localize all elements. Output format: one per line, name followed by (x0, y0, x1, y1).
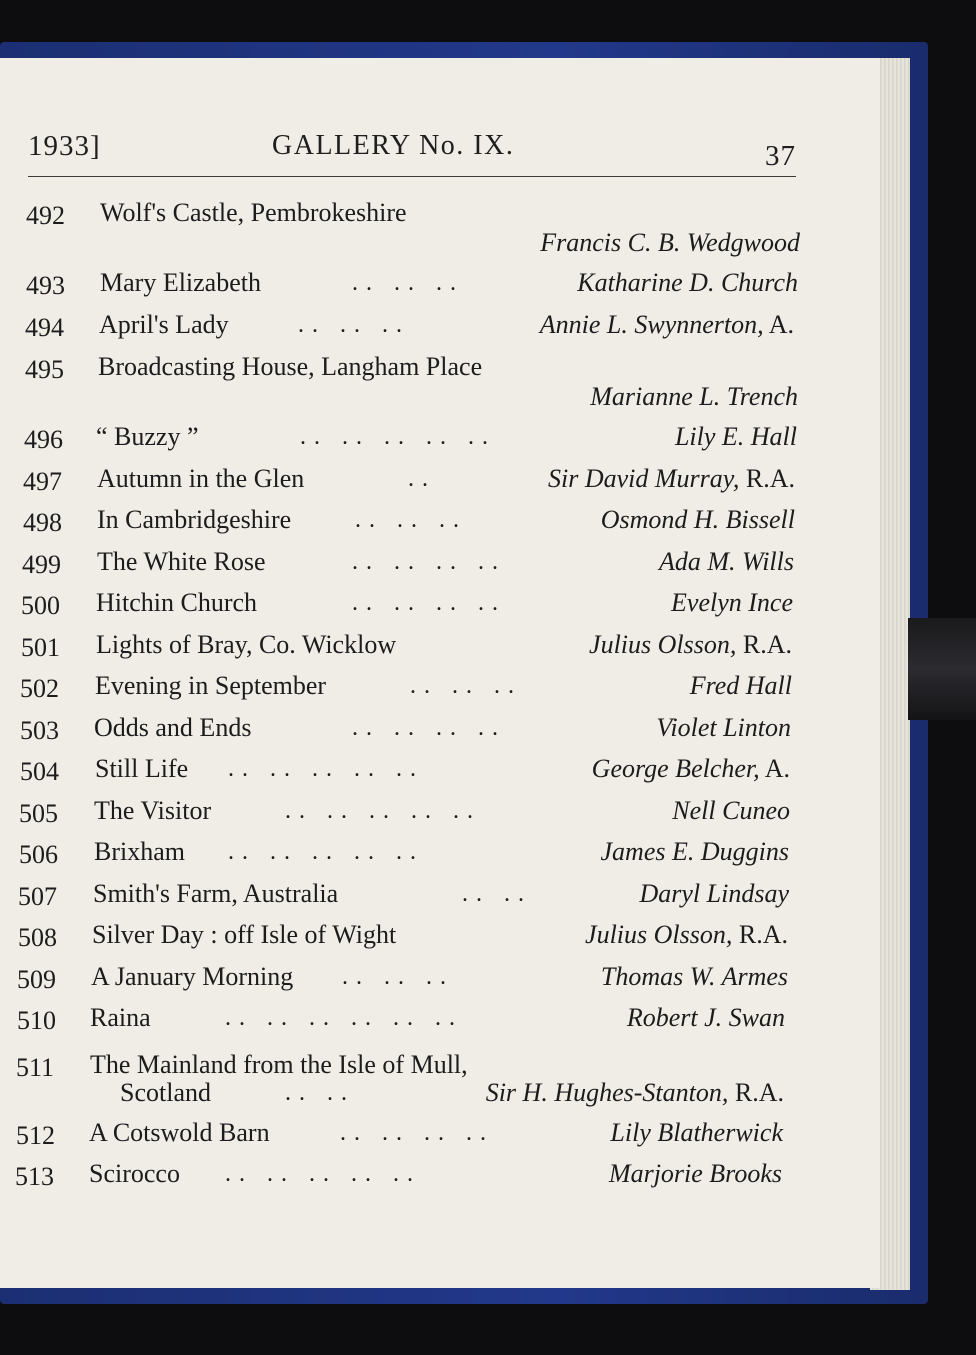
catalogue-entry (0, 198, 880, 257)
entry-title: In Cambridgeshire (97, 505, 292, 534)
entry-artist (601, 505, 795, 535)
entry-title: Wolf's Castle, Pembrokeshire (100, 198, 407, 227)
artist-name: George Belcher, (591, 754, 760, 783)
artist-name: Thomas W. Armes (600, 962, 788, 991)
entry-title: Hitchin Church (96, 588, 258, 617)
entry-title: Broadcasting House, Langham Place (98, 352, 483, 381)
entry-number: 497 (23, 467, 62, 496)
entry-artist (609, 1159, 782, 1189)
entry-number: 506 (19, 840, 58, 869)
leader-dots: . . . . . . . . (352, 590, 499, 616)
entry-title: Lights of Bray, Co. Wicklow (96, 630, 397, 659)
entry-number: 496 (24, 425, 63, 454)
artist-honour: A. (763, 310, 794, 339)
entry-artist (589, 630, 792, 660)
artist-name: Nell Cuneo (672, 796, 790, 825)
entry-number: 512 (16, 1121, 55, 1150)
artist-name: Julius Olsson, (589, 630, 737, 659)
catalogue-entry (0, 464, 880, 504)
artist-name: Daryl Lindsay (639, 879, 789, 908)
catalogue-entry (0, 268, 880, 308)
entry-number: 494 (25, 313, 64, 342)
entry-title: A Cotswold Barn (89, 1118, 270, 1147)
entry-number: 507 (18, 882, 57, 911)
entry-artist (671, 588, 793, 618)
page-header (0, 58, 880, 188)
catalogue-entry (0, 713, 880, 753)
catalogue-entry (0, 962, 880, 1002)
catalogue-entry (0, 1118, 880, 1158)
leader-dots: . . . . . . . . . . (300, 424, 489, 450)
catalogue-entry (0, 671, 880, 711)
catalogue-entry (0, 352, 880, 411)
entry-title-continued: Scotland (120, 1078, 211, 1107)
entry-number: 500 (21, 591, 60, 620)
artist-honour: R.A. (736, 630, 792, 659)
entry-artist (659, 547, 794, 577)
entry-title: Silver Day : off Isle of Wight (92, 920, 397, 949)
catalogue-entry (0, 547, 880, 587)
entry-title: Still Life (95, 754, 189, 783)
artist-name: Ada M. Wills (658, 547, 794, 576)
entry-artist (640, 879, 790, 909)
entry-title: A January Morning (91, 962, 294, 991)
entry-artist (486, 1078, 784, 1108)
artist-name: Marjorie Brooks (608, 1159, 782, 1188)
entry-number: 502 (20, 674, 59, 703)
artist-name: Sir H. Hughes-Stanton, (485, 1078, 729, 1107)
entry-title: Mary Elizabeth (100, 268, 261, 297)
entry-artist (540, 310, 794, 340)
leader-dots: . . . . . . (342, 964, 447, 990)
entry-number: 492 (26, 201, 65, 230)
entry-artist (548, 464, 795, 494)
artist-name: Francis C. B. Wedgwood (540, 228, 800, 257)
entry-title: Raina (90, 1003, 151, 1032)
gallery-title: GALLERY No. IX. (272, 130, 515, 161)
artist-name: Julius Olsson, (585, 920, 733, 949)
entry-title: Odds and Ends (94, 713, 252, 742)
entry-number: 513 (15, 1162, 54, 1191)
entry-artist (601, 962, 788, 992)
artist-name: Osmond H. Bissell (600, 505, 795, 534)
artist-name: Marianne L. Trench (590, 382, 798, 411)
entry-number: 498 (23, 508, 62, 537)
entry-number: 495 (25, 355, 64, 384)
entry-artist (610, 1118, 783, 1148)
catalogue-entry (0, 505, 880, 545)
leader-dots: . . . . . . . . (340, 1120, 487, 1146)
entry-number: 508 (18, 923, 57, 952)
entry-artist (675, 422, 797, 452)
entry-title: The Mainland from the Isle of Mull, (90, 1050, 468, 1079)
leader-dots: . . . . . . . . . . (285, 798, 474, 824)
catalogue-page (0, 58, 880, 1288)
entry-artist (590, 382, 798, 412)
header-year: 1933] (28, 130, 101, 162)
page-number: 37 (765, 140, 796, 172)
entry-number: 501 (21, 633, 60, 662)
entry-number: 504 (20, 757, 59, 786)
leader-dots: . . . . . . . . (352, 715, 499, 741)
catalogue-entry (0, 879, 880, 919)
entry-number: 505 (19, 799, 58, 828)
catalogue-entry (0, 1003, 880, 1043)
catalogue-entry (0, 754, 880, 794)
catalogue-entry (0, 1050, 880, 1107)
leader-dots: . . . . (285, 1080, 348, 1106)
catalogue-entry (0, 920, 880, 960)
artist-name: Violet Linton (656, 713, 791, 742)
leader-dots: . . . . . . . . (352, 549, 499, 575)
entry-artist (540, 228, 800, 258)
catalogue-entry (0, 837, 880, 877)
artist-name: Robert J. Swan (626, 1003, 785, 1032)
entry-title: “ Buzzy ” (96, 422, 199, 451)
entry-title: The White Rose (97, 547, 266, 576)
artist-honour: R.A. (728, 1078, 784, 1107)
artist-honour: R.A. (739, 464, 795, 493)
entry-artist (592, 754, 790, 784)
entry-number: 509 (17, 965, 56, 994)
entry-number: 510 (17, 1006, 56, 1035)
entry-title: April's Lady (99, 310, 229, 339)
leader-dots: . . . . . . . . . . . . (225, 1005, 456, 1031)
entry-number: 503 (20, 716, 59, 745)
artist-name: Fred Hall (689, 671, 792, 700)
entry-number: 511 (16, 1053, 55, 1082)
leader-dots: . . (408, 466, 429, 492)
catalogue-entry (0, 1159, 880, 1199)
artist-name: Sir David Murray, (547, 464, 740, 493)
entry-title: Smith's Farm, Australia (93, 879, 339, 908)
leader-dots: . . . . . . . . . . (225, 1161, 414, 1187)
bookmark-ribbon (908, 618, 976, 720)
entry-artist (656, 713, 791, 743)
leader-dots: . . . . . . (355, 507, 460, 533)
entry-title: Scirocco (89, 1159, 180, 1188)
catalogue-entry (0, 588, 880, 628)
leader-dots: . . . . . . (352, 270, 457, 296)
leader-dots: . . . . . . . . . . (228, 756, 417, 782)
entry-artist (585, 920, 788, 950)
artist-honour: R.A. (732, 920, 788, 949)
artist-name: Lily E. Hall (674, 422, 797, 451)
header-rule (28, 176, 796, 177)
catalogue-entry (0, 422, 880, 462)
entry-title: Evening in September (95, 671, 327, 700)
entry-artist (627, 1003, 785, 1033)
artist-name: Annie L. Swynnerton, (539, 310, 764, 339)
catalogue-entry (0, 630, 880, 670)
catalogue-entry (0, 310, 880, 350)
artist-name: Lily Blatherwick (610, 1118, 783, 1147)
entry-artist (672, 796, 790, 826)
leader-dots: . . . . . . (298, 312, 403, 338)
entry-title: Brixham (94, 837, 185, 866)
leader-dots: . . . . (462, 881, 525, 907)
leader-dots: . . . . . . (410, 673, 515, 699)
artist-name: Evelyn Ince (671, 588, 793, 617)
entry-number: 499 (22, 550, 61, 579)
artist-name: Katharine D. Church (577, 268, 798, 297)
entry-artist (690, 671, 792, 701)
artist-name: James E. Duggins (600, 837, 789, 866)
leader-dots: . . . . . . . . . . (228, 839, 417, 865)
artist-honour: A. (759, 754, 790, 783)
entry-number: 493 (26, 271, 65, 300)
catalogue-entry (0, 796, 880, 836)
entry-title: Autumn in the Glen (97, 464, 305, 493)
entry-artist (601, 837, 789, 867)
entry-artist (577, 268, 798, 298)
entry-title: The Visitor (94, 796, 212, 825)
